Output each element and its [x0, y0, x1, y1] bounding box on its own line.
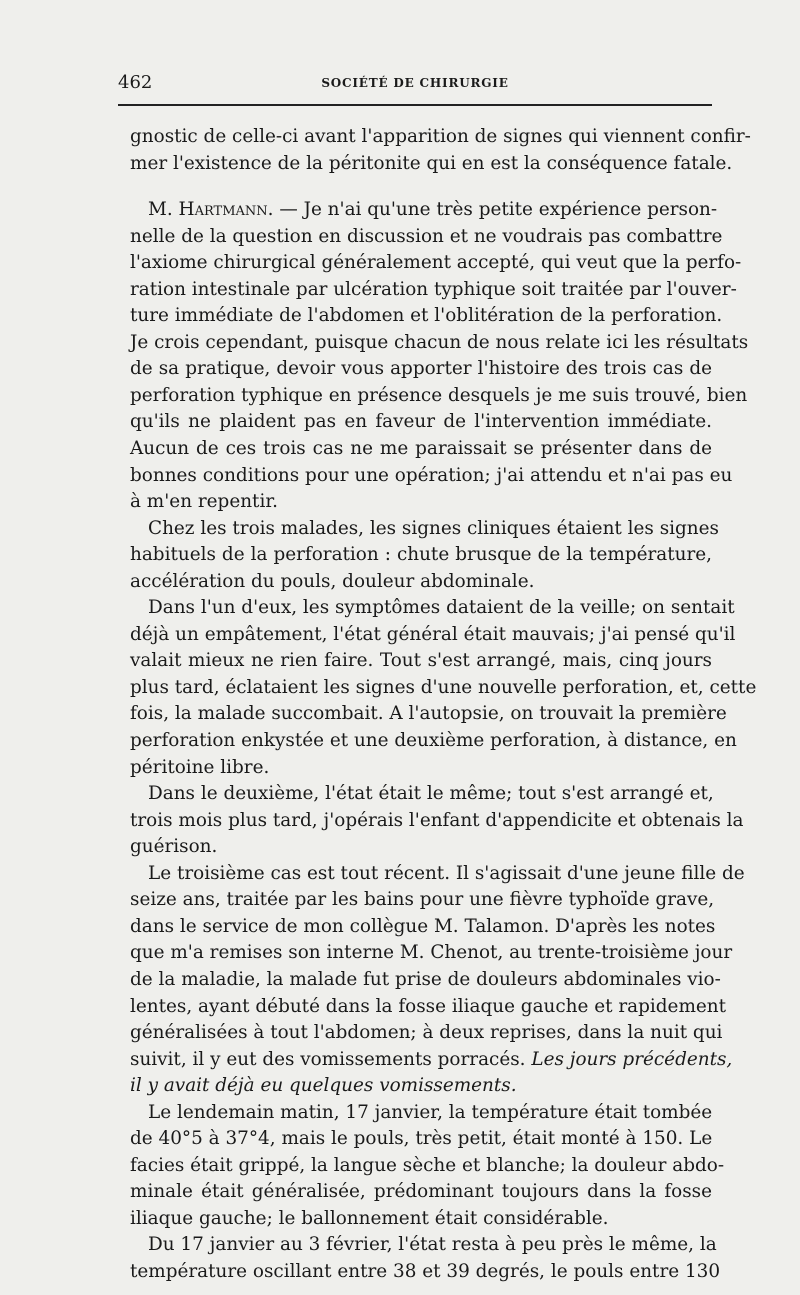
paragraph [130, 595, 757, 781]
speaker-prefix: M. [148, 199, 179, 221]
text-line: Le lendemain matin, 17 janvier, la température était tombée [148, 1101, 713, 1123]
text-line: de la maladie, la malade fut prise de douleurs abdominales vio- [130, 968, 721, 990]
text-line: mer l'existence de la péritonite qui en est la conséquence fatale. [130, 152, 733, 174]
text-line: Du 17 janvier au 3 février, l'état resta à peu près le même, la [148, 1234, 717, 1256]
text-line: accélération du pouls, douleur abdominale. [130, 570, 535, 592]
text-line: dans le service de mon collègue M. Talamon. D'après les notes [130, 915, 716, 937]
text-line: Chez les trois malades, les signes cliniques étaient les signes [148, 517, 719, 539]
text-line [130, 1047, 733, 1074]
paragraph [130, 781, 744, 861]
paragraph [130, 124, 751, 177]
text-line: l'axiome chirurgical généralement accepté, qui veut que la perfo- [130, 252, 742, 274]
text-line: Dans le deuxième, l'état était le même; tout s'est arrangé et, [148, 783, 714, 805]
text-line: généralisées à tout l'abdomen; à deux reprises, dans la nuit qui [130, 1022, 723, 1044]
text-fragment: — Je n'ai qu'une très petite expérience person- [273, 199, 718, 221]
text-line: déjà un empâtement, l'état général était mauvais; j'ai pensé qu'il [130, 623, 736, 645]
text-line: perforation typhique en présence desquels je me suis trouvé, bien [130, 384, 748, 406]
speaker-name: Hartmann. [178, 199, 274, 221]
text-line: perforation enkystée et une deuxième perforation, à distance, en [130, 730, 737, 752]
text-line: péritoine libre. [130, 756, 270, 778]
body-text [130, 124, 757, 1286]
text-line: Aucun de ces trois cas ne me paraissait se présenter dans de [130, 438, 712, 460]
paragraph [130, 1100, 725, 1233]
text-line: facies était grippé, la langue sèche et blanche; la douleur abdo- [130, 1154, 725, 1176]
page-header [118, 72, 712, 96]
text-line [130, 1073, 712, 1100]
text-line: lentes, ayant débuté dans la fosse iliaque gauche et rapidement [130, 995, 726, 1017]
text-line: plus tard, éclataient les signes d'une nouvelle perforation, et, cette [130, 676, 757, 698]
paragraph [130, 861, 745, 1100]
text-line: que m'a remises son interne M. Chenot, au trente-troisième jour [130, 942, 733, 964]
text-line: habituels de la perforation : chute brusque de la température, [130, 544, 712, 566]
text-line: Dans l'un d'eux, les symptômes dataient de la veille; on sentait [148, 597, 735, 619]
text-line: ture immédiate de l'abdomen et l'oblitération de la perforation. [130, 305, 723, 327]
text-line: minale était généralisée, prédominant toujours dans la fosse [130, 1181, 712, 1203]
text-line: guérison. [130, 836, 218, 858]
text-line: gnostic de celle-ci avant l'apparition de signes qui viennent confir- [130, 126, 751, 147]
text-line: de sa pratique, devoir vous apporter l'histoire des trois cas de [130, 358, 712, 380]
header-rule [118, 104, 712, 106]
text-line: à m'en repentir. [130, 491, 278, 513]
text-line: Le troisième cas est tout récent. Il s'agissait d'une jeune fille de [148, 862, 745, 884]
italic-text: il y avait déjà eu quelques vomissements. [130, 1075, 517, 1097]
text-line: Je crois cependant, puisque chacun de nous relate ici les résultats [130, 331, 749, 353]
running-title: SOCIÉTÉ DE CHIRURGIE [321, 76, 509, 90]
text-line: qu'ils ne plaident pas en faveur de l'intervention immédiate. [130, 411, 712, 433]
text-line: fois, la malade succombait. A l'autopsie, on trouvait la première [130, 703, 727, 725]
text-line: bonnes conditions pour une opération; j'ai attendu et n'ai pas eu [130, 464, 733, 486]
text-line: de 40°5 à 37°4, mais le pouls, très petit, était monté à 150. Le [130, 1128, 713, 1150]
paragraph-hartmann [130, 197, 749, 516]
text-line: iliaque gauche; le ballonnement était considérable. [130, 1207, 609, 1229]
italic-text: Les jours précédents, [531, 1048, 733, 1070]
text-fragment: suivit, il y eut des vomissements porracés. [130, 1048, 532, 1070]
paragraph [130, 1232, 721, 1285]
text-line: ration intestinale par ulcération typhique soit traitée par l'ouver- [130, 278, 737, 300]
paragraph [130, 516, 719, 596]
text-line: valait mieux ne rien faire. Tout s'est arrangé, mais, cinq jours [130, 650, 712, 672]
page-number: 462 [118, 72, 153, 93]
text-line: trois mois plus tard, j'opérais l'enfant d'appendicite et obtenais la [130, 809, 744, 831]
text-line: seize ans, traitée par les bains pour une fièvre typhoïde grave, [130, 889, 715, 911]
text-line: nelle de la question en discussion et ne voudrais pas combattre [130, 225, 723, 247]
text-line: température oscillant entre 38 et 39 degrés, le pouls entre 130 [130, 1260, 721, 1282]
text-line [130, 197, 718, 224]
